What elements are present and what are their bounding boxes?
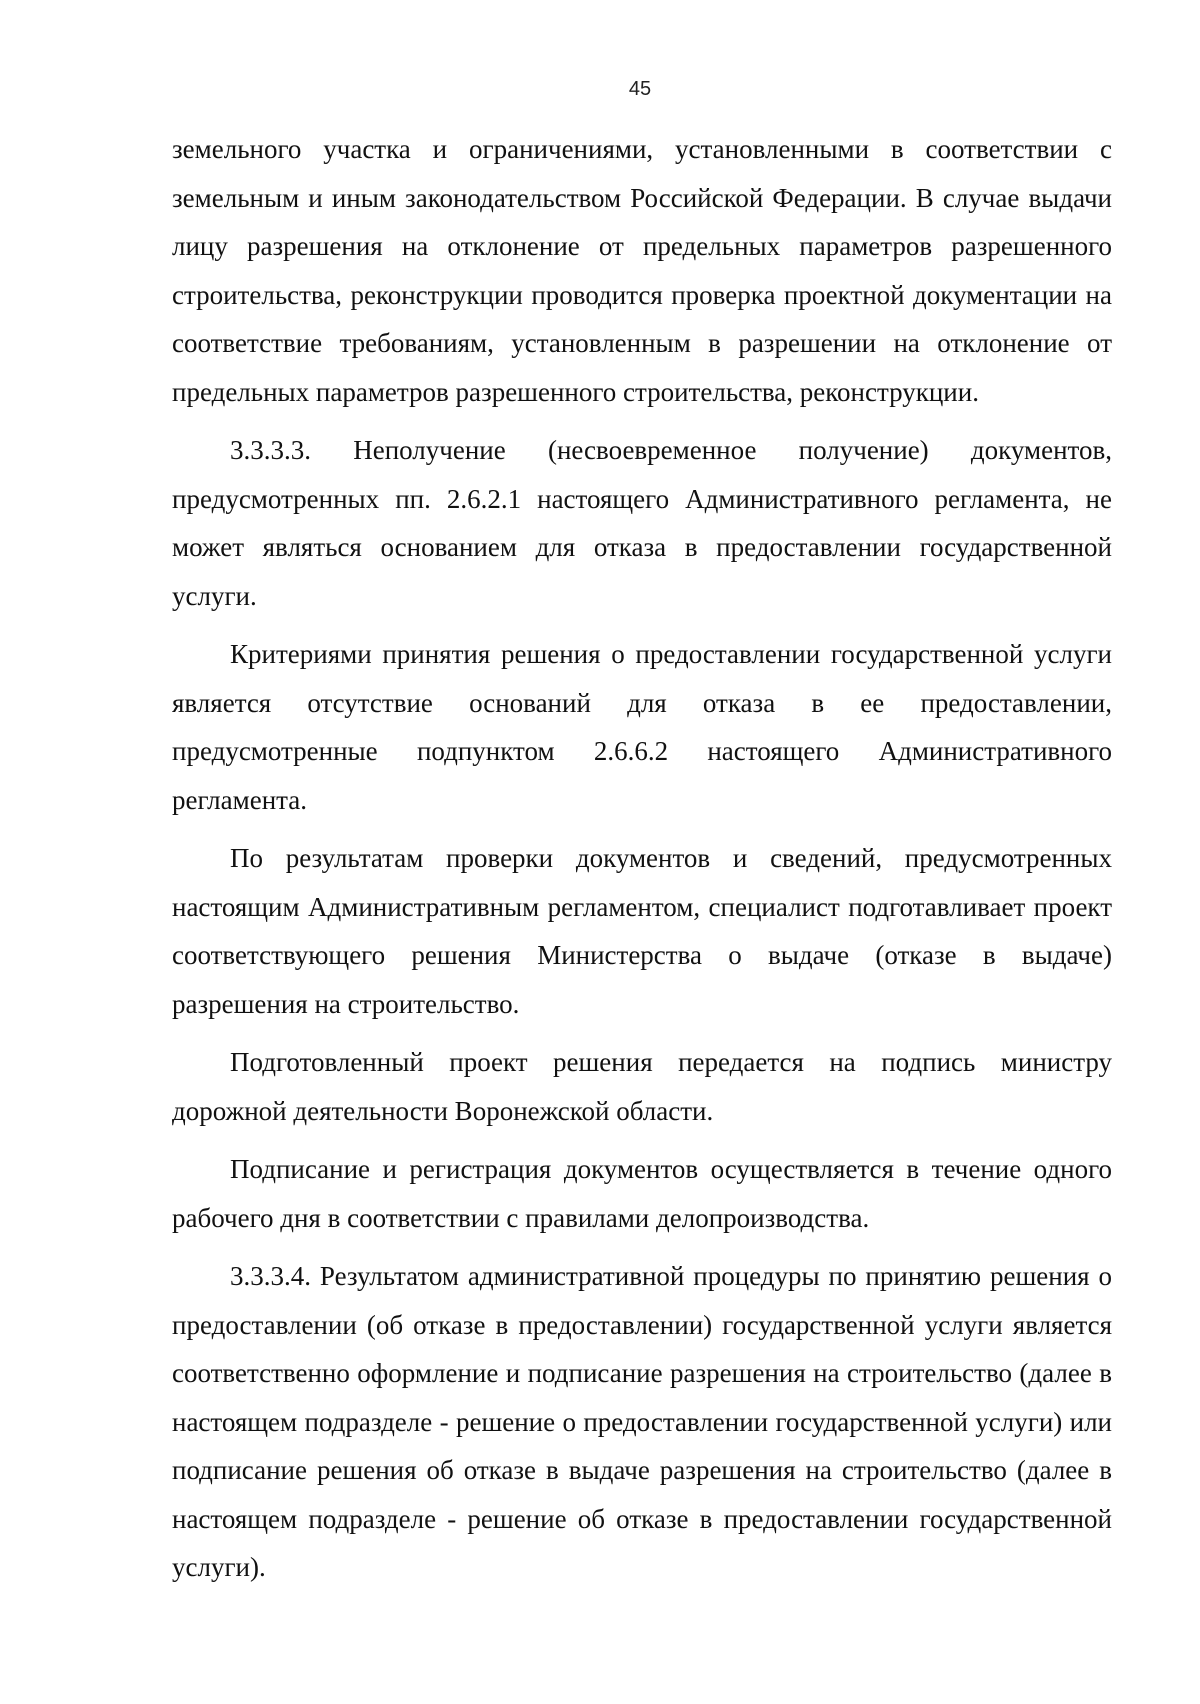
page-number: 45 <box>628 78 652 100</box>
paragraph-criteria: Критериями принятия решения о предоставлении государственной услуги является отсутствие оснований для отказа в ее предоставлении, предусмотренные подпунктом 2.6.6.2 настоящего Административного регламента. <box>172 639 1112 815</box>
paragraph-3-3-3-3: 3.3.3.3. Неполучение (несвоевременное получение) документов, предусмотренных пп. 2.6.2.1 настоящего Административного регламента, не может являться основанием для отказа в предоставлении государственной услуги. <box>172 435 1112 611</box>
paragraph-registration: Подписание и регистрация документов осуществляется в течение одного рабочего дня в соответствии с правилами делопроизводства. <box>172 1154 1112 1233</box>
paragraph-continuation: земельного участка и ограничениями, установленными в соответствии с земельным и иным законодательством Российской Федерации. В случае выдачи лицу разрешения на отклонение от предельных параметров разрешенного строительства, реконструкции проводится проверка проектной документации на соответствие требованиям, установленным в разрешении на отклонение от предельных параметров разрешенного строительства, реконструкции. <box>172 134 1112 407</box>
document-body <box>172 125 1112 1592</box>
paragraph-draft-signing: Подготовленный проект решения передается на подпись министру дорожной деятельности Воронежской области. <box>172 1047 1112 1126</box>
paragraph-3-3-3-4: 3.3.3.4. Результатом административной процедуры по принятию решения о предоставлении (об отказе в предоставлении) государственной услуги является соответственно оформление и подписание разрешения на строительство (далее в настоящем подразделе - решение о предоставлении государственной услуги) или подписание решения об отказе в выдаче разрешения на строительство (далее в настоящем подразделе - решение об отказе в предоставлении государственной услуги). <box>172 1261 1112 1582</box>
paragraph-check-results: По результатам проверки документов и сведений, предусмотренных настоящим Административным регламентом, специалист подготавливает проект соответствующего решения Министерства о выдаче (отказе в выдаче) разрешения на строительство. <box>172 843 1112 1019</box>
